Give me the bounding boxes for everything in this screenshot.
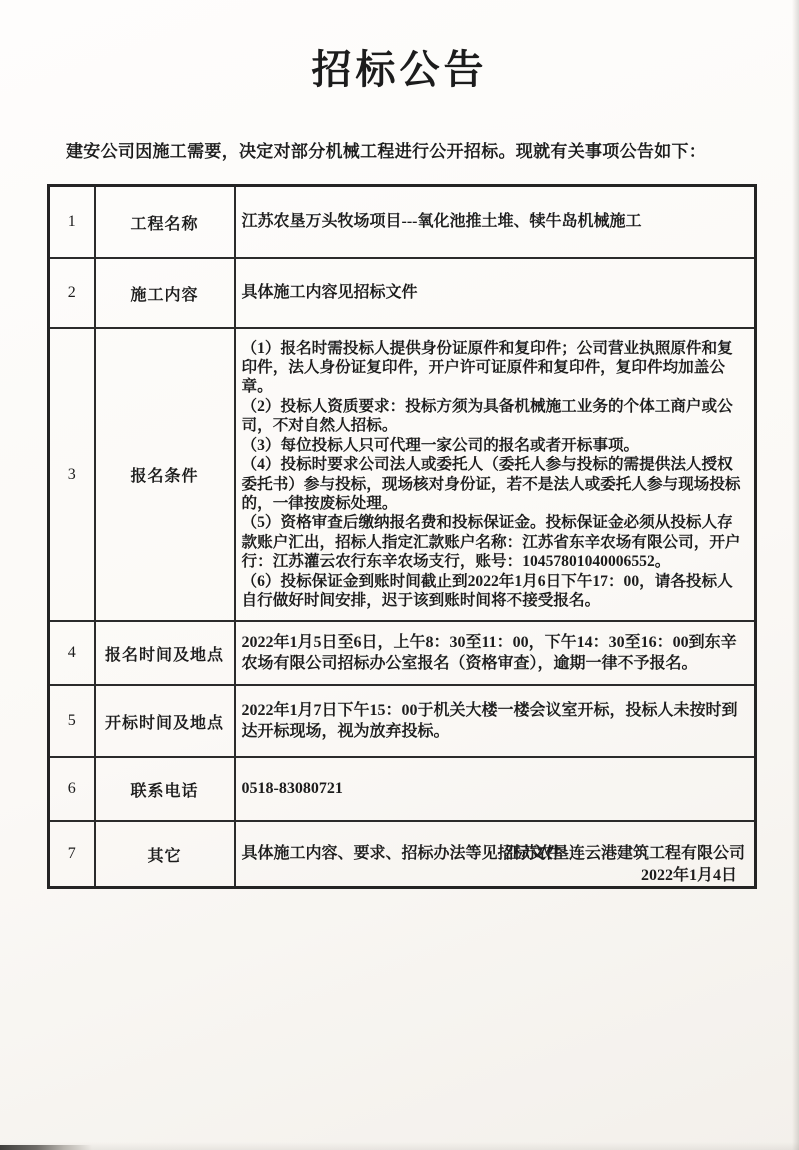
scan-edge-shadow-bottom	[0, 1142, 799, 1150]
row-number: 4	[49, 621, 95, 685]
tender-table	[47, 184, 757, 889]
content-paragraph: （5）资格审查后缴纳报名费和投标保证金。投标保证金必须从投标人存款账户汇出，招标人指定汇款账户名称：江苏省东辛农场有限公司，开户行：江苏灌云农行东辛农场支行，账号：10457801040006552。	[241, 514, 741, 571]
row-label: 施工内容	[95, 258, 235, 328]
content-paragraph: 0518-83080721	[241, 780, 343, 797]
content-paragraph: （1）报名时需投标人提供身份证原件和复印件；公司营业执照原件和复印件，法人身份证复印件，开户许可证原件和复印件，复印件均加盖公章。	[241, 339, 733, 396]
row-content	[235, 621, 756, 685]
row-content	[235, 685, 756, 757]
signature-date: 2022年1月4日	[640, 867, 737, 884]
signature-block	[505, 844, 745, 886]
content-paragraph: 具体施工内容见招标文件	[241, 284, 418, 301]
row-label: 开标时间及地点	[95, 685, 235, 757]
table-row-project-name	[49, 186, 756, 259]
content-paragraph: （6）投标保证金到账时间截止到2022年1月6日下午17：00，请各投标人自行做好时间安排，迟于该到账时间将不接受报名。	[241, 572, 733, 609]
row-number: 5	[49, 685, 95, 757]
content-paragraph: （2）投标人资质要求：投标方须为具备机械施工业务的个体工商户或公司，不对自然人招标。	[241, 397, 733, 435]
table-row-construction-content	[49, 258, 756, 328]
scan-artifact-mark	[0, 1145, 92, 1150]
content-paragraph: （3）每位投标人只可代理一家公司的报名或者开标事项。	[241, 436, 640, 454]
content-paragraph: 具体施工内容、要求、招标办法等见招标文件	[241, 845, 562, 862]
company-name: 江苏农垦连云港建筑工程有限公司	[504, 845, 745, 862]
row-content	[235, 258, 756, 328]
row-number: 1	[49, 186, 95, 259]
table-row-registration-conditions	[49, 328, 756, 621]
row-number: 3	[49, 328, 95, 621]
scan-edge-shadow-right	[792, 0, 799, 1150]
row-number: 7	[49, 821, 95, 888]
content-paragraph: 2022年1月7日下午15：00于机关大楼一楼会议室开标，投标人未按时到达开标现场，视为放弃投标。	[241, 702, 738, 740]
row-number: 6	[49, 757, 95, 821]
content-paragraph: 2022年1月5日至6日，上午8：30至11：00，下午14：30至16：00到东辛农场有限公司招标办公室报名（资格审查），逾期一律不予报名。	[241, 634, 737, 672]
row-label: 报名时间及地点	[95, 621, 235, 685]
content-paragraph: 江苏农垦万头牧场项目---氧化池推土堆、犊牛岛机械施工	[241, 213, 642, 230]
page-title: 招标公告	[311, 47, 488, 92]
table-row-contact-phone	[49, 757, 756, 821]
row-label: 联系电话	[95, 757, 235, 821]
row-label: 其它	[95, 821, 235, 888]
row-content	[235, 757, 756, 821]
content-paragraph: （4）投标时要求公司法人或委托人（委托人参与投标的需提供法人授权委托书）参与投标，现场核对身份证，若不是法人或委托人参与现场投标的，一律按废标处理。	[241, 456, 741, 512]
row-label: 报名条件	[95, 328, 235, 621]
intro-paragraph: 建安公司因施工需要，决定对部分机械工程进行公开招标。现就有关事项公告如下：	[66, 142, 707, 161]
row-label: 工程名称	[95, 186, 235, 259]
row-number: 2	[49, 258, 95, 328]
row-content	[235, 186, 756, 259]
table-row-bid-opening-time-place	[49, 685, 756, 757]
row-content	[235, 328, 756, 621]
table-row-registration-time-place	[49, 621, 756, 685]
